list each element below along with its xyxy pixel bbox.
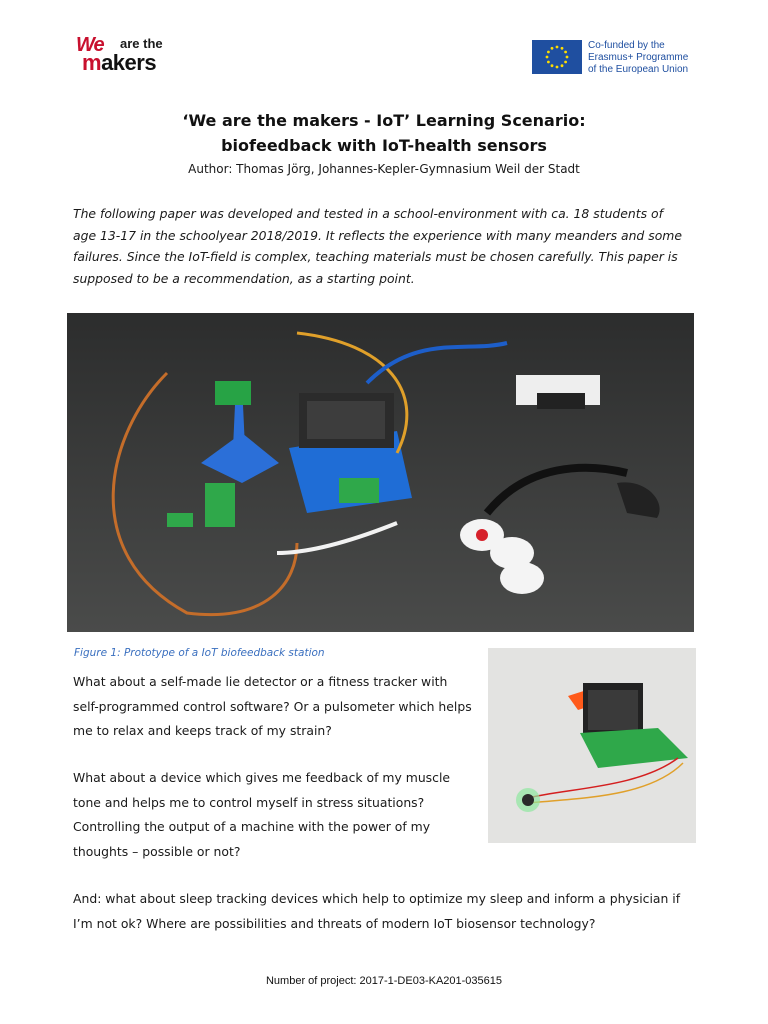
- figure-caption: Figure 1: Prototype of a IoT biofeedback station: [74, 647, 325, 659]
- paragraph-sleep-tracking: And: what about sleep tracking devices which help to optimize my sleep and inform a physician if I’m not ok? Where are possibilities and threats of modern IoT biosensor technology?: [73, 891, 681, 931]
- document-title-line1: ‘We are the makers - IoT’ Learning Scenario:: [182, 111, 586, 130]
- logo-we: We: [76, 34, 104, 56]
- intro-paragraph: The following paper was developed and tested in a school-environment with ca. 18 students of age 13-17 in the schoolyear 2018/2019. It reflects the experience with many meanders and some failures. Since the IoT-field is complex, teaching materials must be chosen carefully. This paper is supposed to be a recommendation, as a starting point.: [73, 206, 682, 286]
- logo-makers: makers: [82, 50, 157, 75]
- document-author: Author: Thomas Jörg, Johannes-Kepler-Gymnasium Weil der Stadt: [188, 162, 580, 176]
- document-title-line2: biofeedback with IoT-health sensors: [221, 136, 547, 155]
- logo-are-the: are the: [120, 36, 163, 51]
- sensor-prototype-photo: [488, 648, 696, 843]
- paragraph-muscle-feedback: What about a device which gives me feedback of my muscle tone and helps me to control myself in stress situations? Controlling the output of a machine with the power of my thoughts – possible or not?: [73, 770, 451, 859]
- eu-flag-icon: [532, 40, 582, 74]
- prototype-photo: [67, 313, 694, 632]
- paragraph-lie-detector: What about a self-made lie detector or a fitness tracker with self-programmed control software? Or a pulsometer which helps me to relax and keeps track of my strain?: [73, 674, 472, 738]
- eu-cofunded-text: Co-funded by the Erasmus+ Programme of the European Union: [588, 40, 689, 75]
- project-number-footer: Number of project: 2017-1-DE03-KA201-035615: [265, 975, 503, 987]
- we-are-the-makers-logo: [76, 34, 188, 75]
